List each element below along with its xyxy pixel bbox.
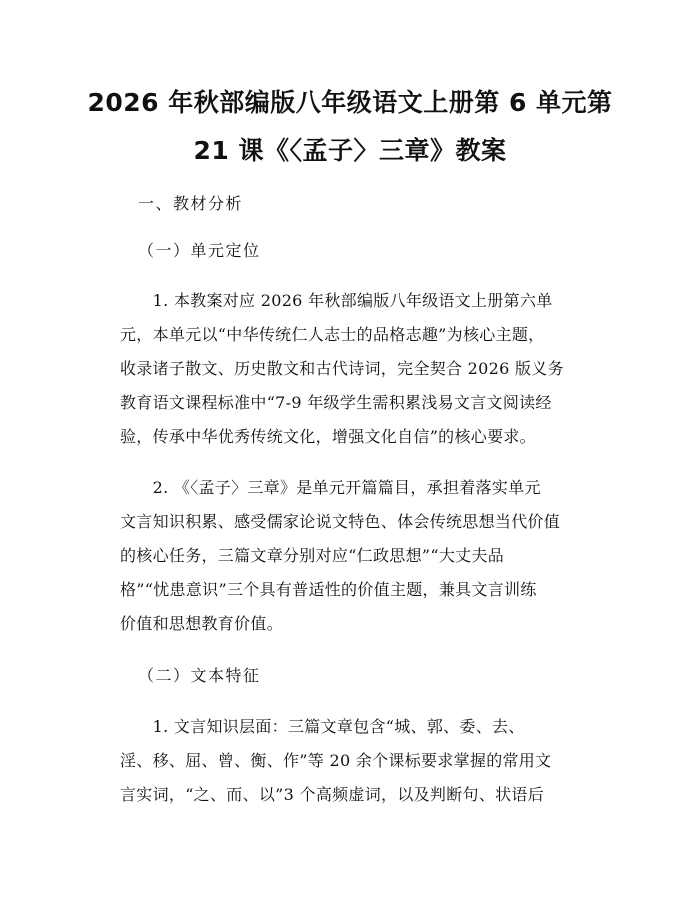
paragraph-line: 2. 《〈孟子〉三章》是单元开篇篇目，承担着落实单元 [120,478,541,497]
paragraph-line: 格”“忧患意识”三个具有普适性的价值主题，兼具文言训练 [120,580,537,599]
paragraph-line: 价值和思想教育价值。 [120,614,284,633]
paragraph-line: 验，传承中华优秀传统文化，增强文化自信”的核心要求。 [120,427,536,446]
paragraph-line: 教育语文课程标准中“7-9 年级学生需积累浅易文言文阅读经 [120,393,552,412]
paragraph-line: 言实词，“之、而、以”3 个高频虚词，以及判断句、状语后 [120,785,545,804]
document-title-line-1: 2026 年秋部编版八年级语文上册第 6 单元第 [87,88,613,117]
section-heading-textbook-analysis: 一、教材分析 [138,194,244,213]
paragraph-1 [120,284,598,454]
paragraph-line: 的核心任务，三篇文章分别对应“仁政思想”“大丈夫品 [120,546,505,565]
paragraph-3 [120,710,598,812]
subsection-heading-text-features: （二）文本特征 [138,666,261,685]
paragraph-line: 1. 文言知识层面：三篇文章包含“城、郭、委、去、 [120,717,525,736]
paragraph-line: 元，本单元以“中华传统仁人志士的品格志趣”为核心主题， [120,325,545,344]
paragraph-2 [120,471,598,641]
subsection-heading-unit-positioning: （一）单元定位 [138,241,261,260]
paragraph-line: 淫、移、屈、曾、衡、作”等 20 余个课标要求掌握的常用文 [120,751,552,770]
paragraph-line: 收录诸子散文、历史散文和古代诗词，完全契合 2026 版义务 [120,359,564,378]
paragraph-line: 1. 本教案对应 2026 年秋部编版八年级语文上册第六单 [120,291,553,310]
paragraph-line: 文言知识积累、感受儒家论说文特色、体会传统思想当代价值 [120,512,561,531]
document-title-line-2: 21 课《〈孟子〉三章》教案 [193,136,507,165]
